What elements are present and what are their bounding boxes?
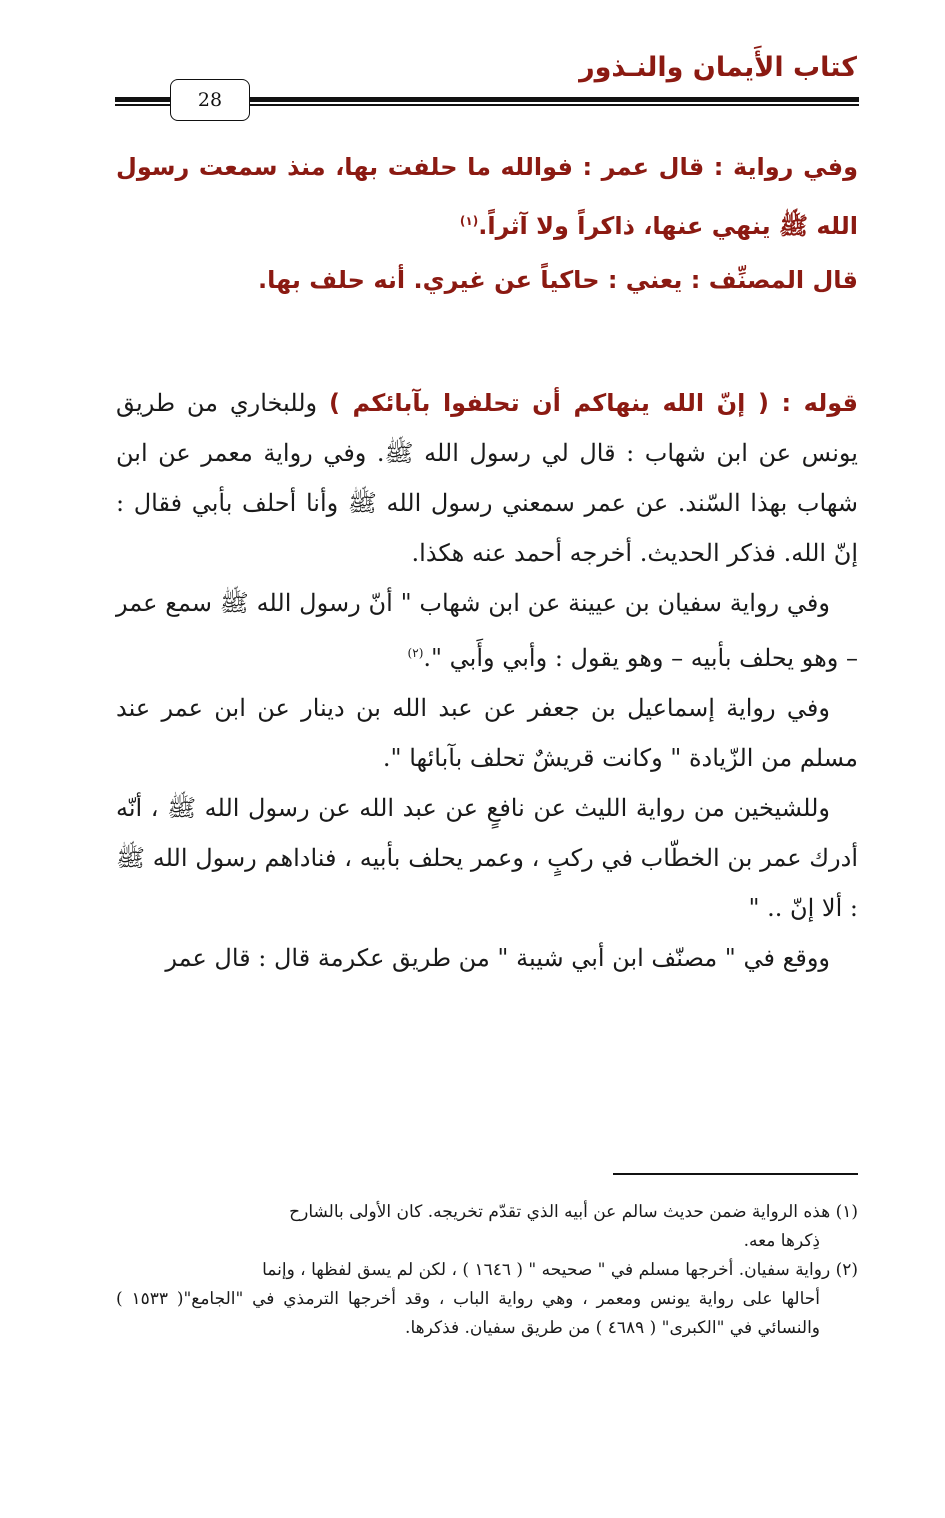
paragraph-1-text: وللبخاري من طريق يونس عن ابن شهاب : قال لي رسول الله ﷺ. وفي رواية معمر عن ابن شهاب بهذا السّند. عن عمر سمعني رسول الله ﷺ وأنا أحلف بأبي فقال : إنّ الله. فذكر الحديث. أخرجه أحمد عنه هكذا. (116, 389, 858, 567)
footnote-1-continuation: ذِكرها معه. (743, 1231, 820, 1251)
footnotes-block (116, 1198, 858, 1343)
body-block (116, 378, 858, 983)
footnote-2-continuation: أحالها على رواية يونس ومعمر ، وهي رواية الباب ، وقد أخرجها الترمذي في "الجامع"( ١٥٣٣ ) والنسائي في "الكبرى" ( ٤٦٨٩ ) من طريق سفيان. فذكرها. (116, 1289, 820, 1338)
intro-text-1: وفي رواية : قال عمر : فوالله ما حلفت بها، منذ سمعت رسول الله ﷺ ينهي عنها، ذاكراً ولا آثراً. (116, 153, 858, 240)
body-paragraph-3: وفي رواية إسماعيل بن جعفر عن عبد الله بن دينار عن ابن عمر عند مسلم من الزّيادة " وكانت قريشٌ تحلف بآبائها ". (116, 694, 858, 772)
paragraph-2-text: وفي رواية سفيان بن عيينة عن ابن شهاب " أنّ رسول الله ﷺ سمع عمر – وهو يحلف بأبيه – وهو يقول : وأبي وأَبي ". (116, 589, 858, 672)
body-paragraph-1 (116, 378, 858, 578)
page-number: 28 (197, 89, 223, 111)
footnote-separator (613, 1173, 858, 1175)
body-paragraph-2 (116, 578, 858, 683)
footnote-ref-1: (١) (459, 214, 479, 228)
intro-paragraph-2: قال المصنِّف : يعني : حاكياً عن غيري. أنه حلف بها. (257, 266, 858, 294)
intro-paragraph-1 (116, 140, 858, 253)
footnote-1: (١) هذه الرواية ضمن حديث سالم عن أبيه الذي تقدّم تخريجه. كان الأولى بالشارح (289, 1202, 858, 1222)
page-number-box (170, 79, 250, 121)
footnote-ref-2: (٢) (407, 646, 424, 660)
footnote-2: (٢) رواية سفيان. أخرجها مسلم في " صحيحه " ( ١٦٤٦ ) ، لكن لم يسق لفظها ، وإنما (262, 1260, 858, 1280)
paragraph-lead-quote: قوله : ( إنّ الله ينهاكم أن تحلفوا بآبائكم ) (329, 389, 858, 417)
book-title: كتاب الأَيمان والنـذور (579, 52, 857, 83)
body-paragraph-5: ووقع في " مصنّف ابن أبي شيبة " من طريق عكرمة قال : قال عمر (165, 944, 830, 972)
body-paragraph-4: وللشيخين من رواية الليث عن نافعٍ عن عبد الله عن رسول الله ﷺ ، أنّه أدرك عمر بن الخطّاب في ركبٍ ، وعمر يحلف بأبيه ، فناداهم رسول الله ﷺ : ألا إنّ .. " (116, 794, 858, 922)
intro-block (116, 140, 858, 307)
